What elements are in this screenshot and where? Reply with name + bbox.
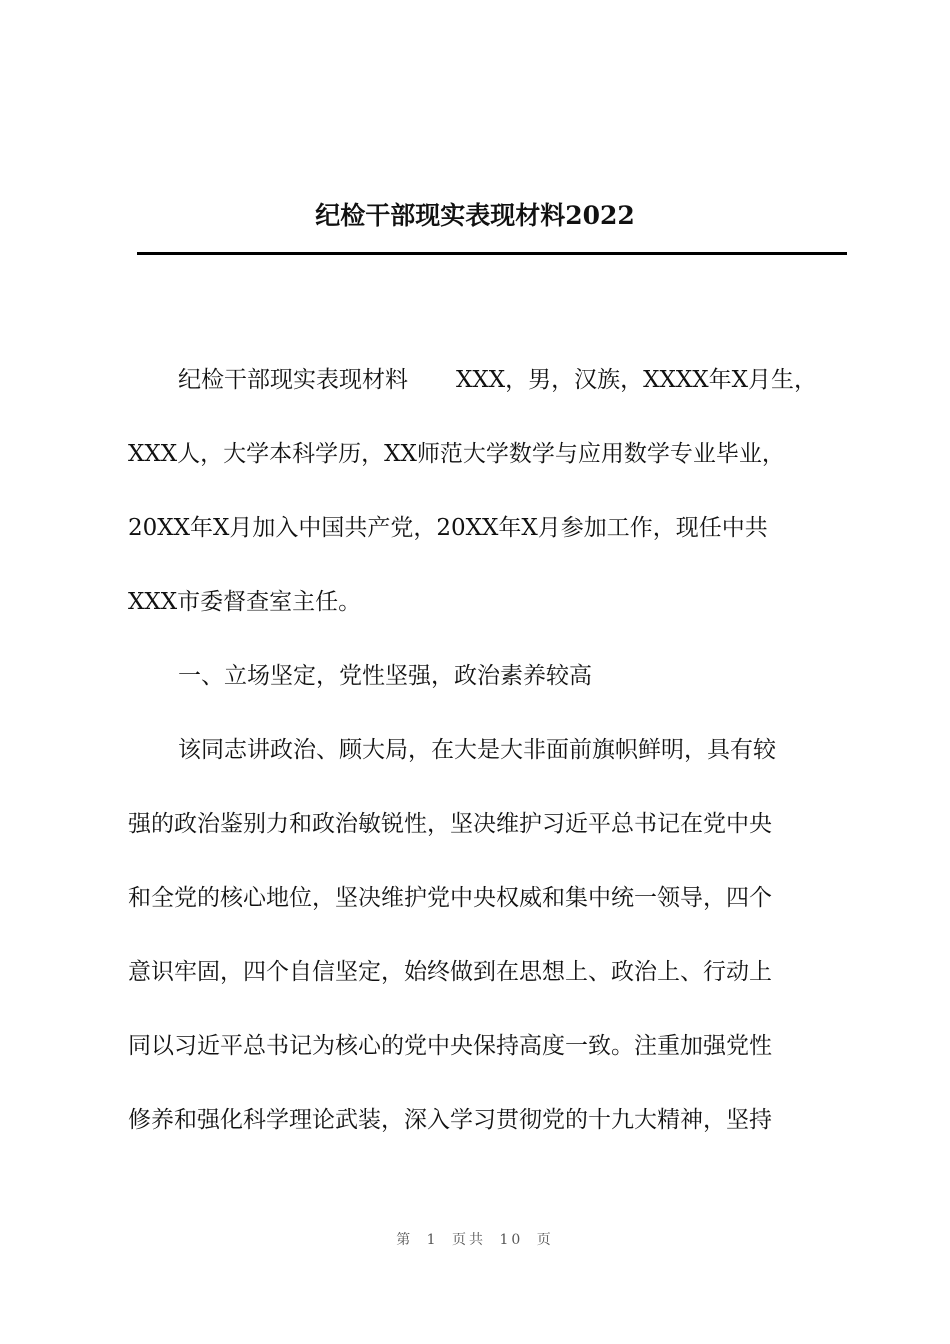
- paragraph-line-10: 同以习近平总书记为核心的党中央保持高度一致。注重加强党性: [128, 1033, 772, 1059]
- paragraph-line-11: 修养和强化科学理论武装，深入学习贯彻党的十九大精神，坚持: [128, 1107, 772, 1133]
- paragraph-line-3: 20XX年X月加入中国共产党，20XX年X月参加工作，现任中共: [128, 515, 768, 541]
- title-underline: [137, 252, 847, 255]
- intro-heading-text: 纪检干部现实表现材料: [178, 367, 408, 393]
- paragraph-line-2: XXX人，大学本科学历，XX师范大学数学与应用数学专业毕业，: [128, 441, 785, 467]
- paragraph-line-7: 强的政治鉴别力和政治敏锐性，坚决维护习近平总书记在党中央: [128, 811, 772, 837]
- paragraph-line-9: 意识牢固，四个自信坚定，始终做到在思想上、政治上、行动上: [128, 959, 772, 985]
- document-title: 纪检干部现实表现材料2022: [315, 201, 635, 230]
- intro-profile-text: XXX，男，汉族，XXXX年X月生，: [456, 367, 817, 393]
- paragraph-line-1: [128, 343, 843, 417]
- paragraph-line-8: 和全党的核心地位，坚决维护党中央权威和集中统一领导，四个: [128, 885, 772, 911]
- paragraph-line-6: 该同志讲政治、顾大局，在大是大非面前旗帜鲜明，具有较: [178, 737, 776, 763]
- paragraph-line-4: XXX市委督查室主任。: [128, 589, 362, 615]
- document-body: [128, 343, 843, 1157]
- section-heading: 一、立场坚定，党性坚强，政治素养较高: [178, 663, 592, 689]
- page-number-footer: 第 1 页共 10 页: [396, 1232, 554, 1248]
